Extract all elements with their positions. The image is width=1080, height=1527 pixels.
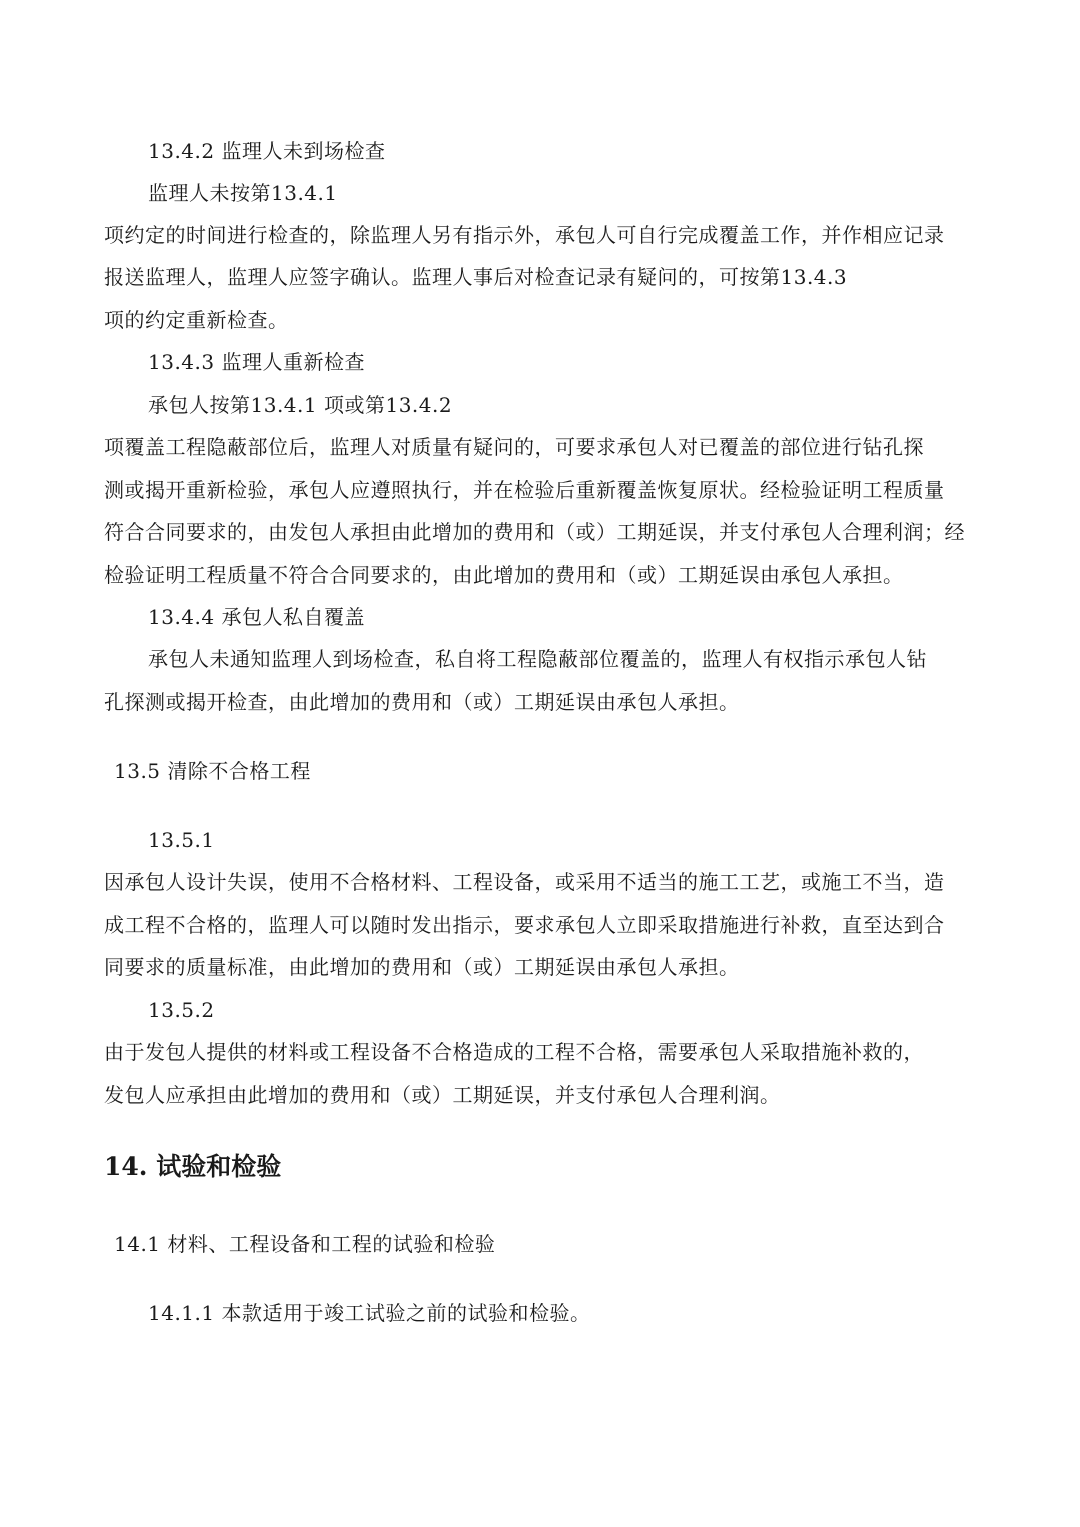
paragraph-line: 承包人未通知监理人到场检查，私自将工程隐蔽部位覆盖的，监理人有权指示承包人钻 (148, 647, 927, 671)
subsection-heading-13-4-4: 13.4.4 承包人私自覆盖 (148, 605, 365, 629)
paragraph-line: 同要求的质量标准，由此增加的费用和（或）工期延误由承包人承担。 (104, 955, 740, 979)
subsection-heading-13-5-2: 13.5.2 (148, 998, 215, 1022)
paragraph-line: 项覆盖工程隐蔽部位后，监理人对质量有疑问的，可要求承包人对已覆盖的部位进行钻孔探 (104, 435, 924, 459)
paragraph-line: 承包人按第13.4.1 项或第13.4.2 (148, 393, 453, 417)
paragraph-line: 因承包人设计失误，使用不合格材料、工程设备，或采用不适当的施工工艺，或施工不当，造 (104, 870, 945, 894)
subsection-heading-13-4-3: 13.4.3 监理人重新检查 (148, 350, 365, 374)
subsection-heading-13-5-1: 13.5.1 (148, 828, 215, 852)
paragraph-line: 符合合同要求的，由发包人承担由此增加的费用和（或）工期延误，并支付承包人合理利润；经 (104, 520, 965, 544)
section-heading-13-5: 13.5 清除不合格工程 (114, 759, 311, 783)
paragraph-line: 报送监理人，监理人应签字确认。监理人事后对检查记录有疑问的，可按第13.4.3 (104, 265, 848, 289)
subsection-heading-13-4-2: 13.4.2 监理人未到场检查 (148, 139, 386, 163)
paragraph-line: 项约定的时间进行检查的，除监理人另有指示外，承包人可自行完成覆盖工作，并作相应记录 (104, 223, 945, 247)
subsection-heading-14-1-1: 14.1.1 本款适用于竣工试验之前的试验和检验。 (148, 1301, 591, 1325)
paragraph-line: 发包人应承担由此增加的费用和（或）工期延误，并支付承包人合理利润。 (104, 1083, 781, 1107)
paragraph-line: 孔探测或揭开检查，由此增加的费用和（或）工期延误由承包人承担。 (104, 690, 740, 714)
paragraph-line: 由于发包人提供的材料或工程设备不合格造成的工程不合格，需要承包人采取措施补救的， (104, 1040, 924, 1064)
paragraph-line: 成工程不合格的，监理人可以随时发出指示，要求承包人立即采取措施进行补救，直至达到合 (104, 913, 945, 937)
section-heading-14-1: 14.1 材料、工程设备和工程的试验和检验 (114, 1232, 496, 1256)
paragraph-line: 测或揭开重新检验，承包人应遵照执行，并在检验后重新覆盖恢复原状。经检验证明工程质量 (104, 478, 945, 502)
chapter-heading-14: 14. 试验和检验 (104, 1152, 282, 1181)
paragraph-line: 项的约定重新检查。 (104, 308, 289, 332)
paragraph-line: 监理人未按第13.4.1 (148, 181, 338, 205)
paragraph-line: 检验证明工程质量不符合合同要求的，由此增加的费用和（或）工期延误由承包人承担。 (104, 563, 904, 587)
